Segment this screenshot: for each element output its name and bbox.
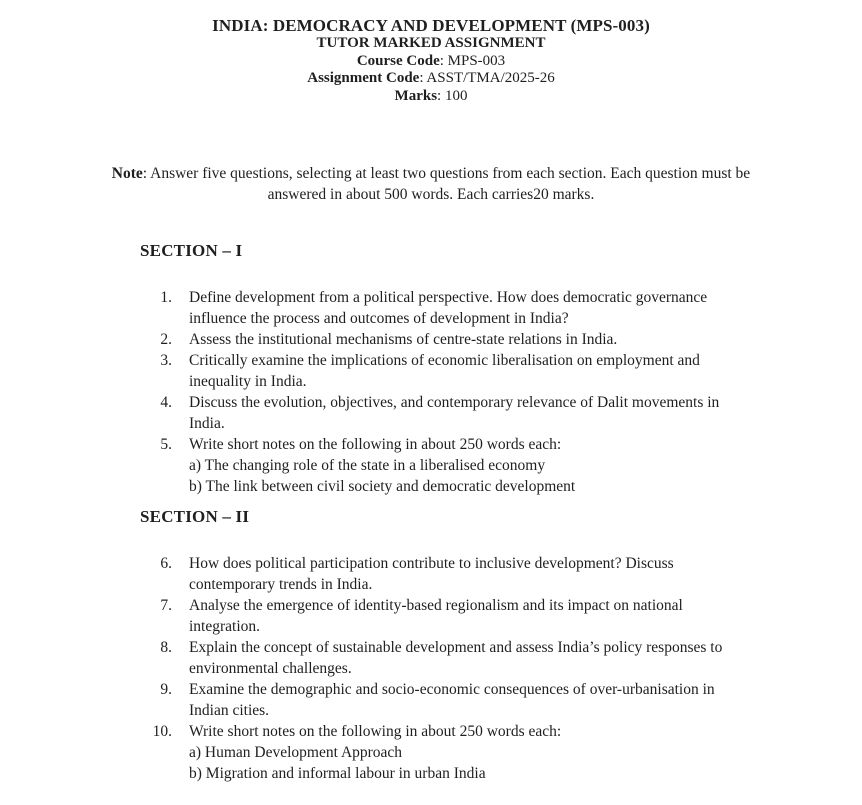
question-number: 4. (160, 394, 172, 411)
question-text-line: Define development from a political perspective. How does democratic governance influence the process and outcomes of development in India? (189, 289, 708, 327)
marks-value: 100 (444, 87, 468, 104)
question-row (140, 595, 862, 637)
question-number: 2. (160, 331, 172, 348)
question-number: 3. (160, 352, 172, 369)
question-text (189, 721, 724, 784)
question-number: 1. (160, 289, 172, 306)
question-row (140, 392, 862, 434)
question-text-line: Assess the institutional mechanisms of centre-state relations in India. (189, 331, 618, 348)
question-text (189, 329, 724, 350)
note-paragraph (81, 164, 781, 205)
question-row (140, 553, 862, 595)
section-heading: SECTION – I (140, 241, 243, 260)
assignment-code-value: ASST/TMA/2025-26 (426, 70, 555, 86)
question-text-line: Examine the demographic and socio-economic consequences of over-urbanisation in Indian cities. (189, 681, 715, 719)
question-text-line: Write short notes on the following in about 250 words each: (189, 436, 562, 453)
question-text (189, 679, 724, 721)
question-text (189, 637, 724, 679)
question-number: 10. (152, 723, 172, 740)
question-row (140, 350, 862, 392)
question-text-line: Analyse the emergence of identity-based regionalism and its impact on national integration. (189, 597, 683, 635)
course-code-label: Course Code (356, 52, 440, 69)
question-subitem: b) The link between civil society and democratic development (189, 478, 576, 495)
document-title: INDIA: DEMOCRACY AND DEVELOPMENT (MPS-003) (212, 16, 650, 35)
section (140, 507, 862, 784)
document-subtitle: TUTOR MARKED ASSIGNMENT (316, 35, 546, 51)
assignment-code-label: Assignment Code (307, 70, 420, 86)
question-text (189, 553, 724, 595)
question-row (140, 637, 862, 679)
sections (140, 241, 862, 784)
question-text (189, 434, 724, 497)
question-number: 7. (160, 597, 172, 614)
question-number: 5. (160, 436, 172, 453)
marks-label: Marks (394, 87, 438, 104)
course-code-value: MPS-003 (447, 52, 506, 69)
question-row (140, 287, 862, 329)
note-text: Answer five questions, selecting at least two questions from each section. Each question must be answered in about 500 words. Each carries20 marks. (150, 165, 751, 203)
document-header (0, 0, 862, 105)
question-text (189, 350, 724, 392)
question-subitem: a) Human Development Approach (189, 744, 403, 761)
question-row (140, 434, 862, 497)
question-text-line: Discuss the evolution, objectives, and contemporary relevance of Dalit movements in India. (189, 394, 720, 432)
note-label: Note (111, 165, 143, 182)
question-row (140, 679, 862, 721)
question-number: 8. (160, 639, 172, 656)
section-heading: SECTION – II (140, 507, 250, 526)
question-number: 9. (160, 681, 172, 698)
question-text-line: Write short notes on the following in about 250 words each: (189, 723, 562, 740)
question-text-line: How does political participation contribute to inclusive development? Discuss contemporary trends in India. (189, 555, 674, 593)
section (140, 241, 862, 497)
question-list (140, 287, 862, 497)
question-row (140, 721, 862, 784)
question-list (140, 553, 862, 784)
question-number: 6. (160, 555, 172, 572)
question-text-line: Critically examine the implications of economic liberalisation on employment and inequality in India. (189, 352, 700, 390)
question-text-line: Explain the concept of sustainable development and assess India’s policy responses to environmental challenges. (189, 639, 723, 677)
separator: : (437, 87, 445, 104)
question-subitem: b) Migration and informal labour in urban India (189, 765, 486, 782)
question-row (140, 329, 862, 350)
separator: : (142, 165, 151, 182)
assignment-code-field (0, 70, 862, 88)
separator: : (419, 70, 427, 86)
question-text (189, 595, 724, 637)
question-subitem: a) The changing role of the state in a liberalised economy (189, 457, 546, 474)
marks-field (0, 88, 862, 106)
course-code-field (0, 53, 862, 71)
question-text (189, 287, 724, 329)
separator: : (439, 52, 448, 69)
question-text (189, 392, 724, 434)
